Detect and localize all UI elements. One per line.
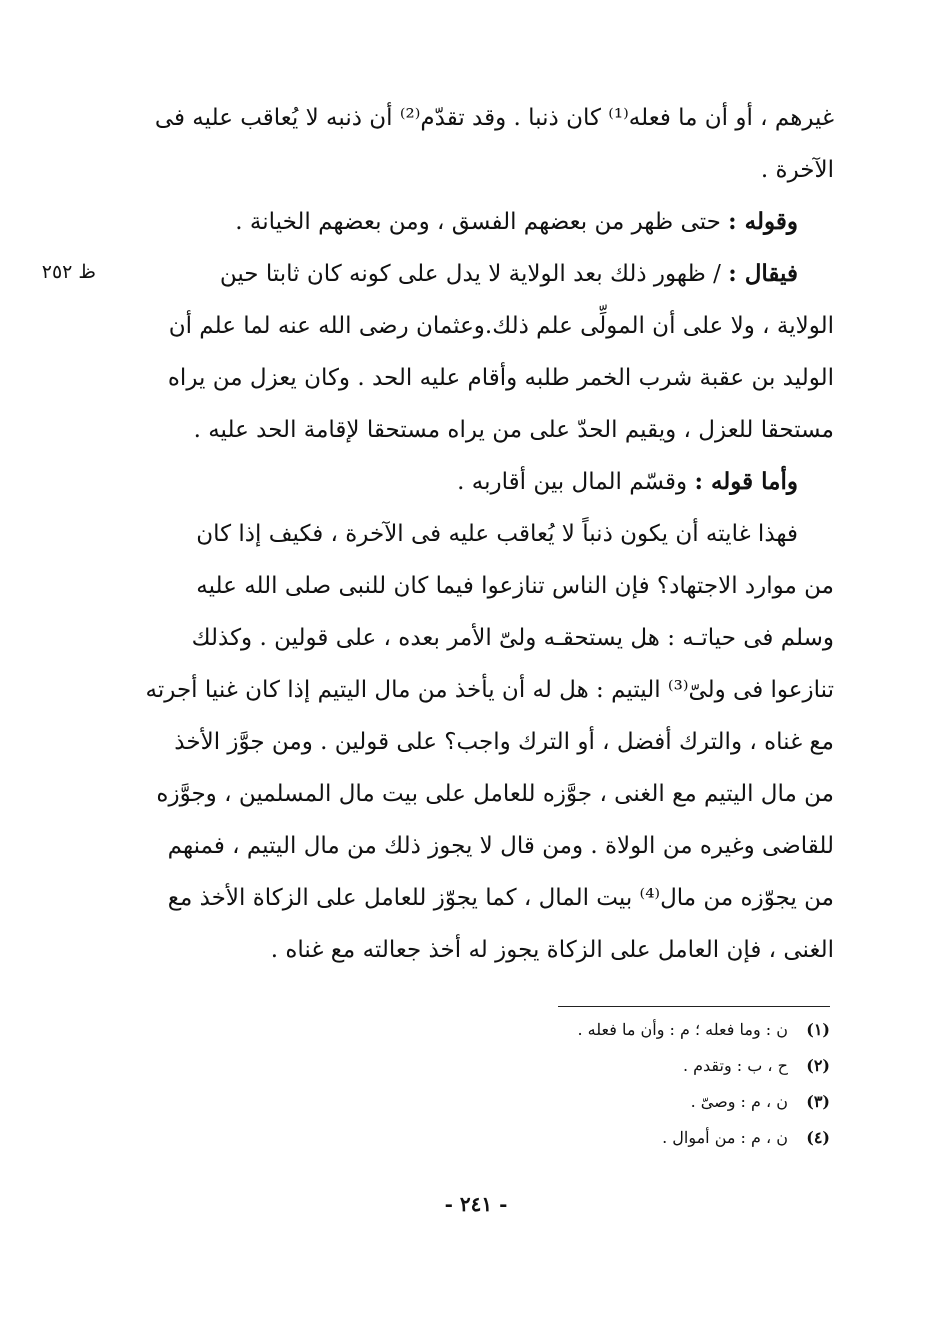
footnote-number: (٤)	[806, 1128, 830, 1147]
footnote-number: (٣)	[806, 1092, 830, 1111]
footnote-text: ح ، ب : وتقدم .	[682, 1056, 788, 1075]
margin-reference: ظ ٢٥٢	[41, 261, 96, 283]
text-line: من موارد الاجتهاد؟ فإن الناس تنازعوا فيما كان للنبى صلى الله عليه	[196, 573, 834, 599]
text-line: للقاضى وغيره من الولاة . ومن قال لا يجوز ذلك من مال اليتيم ، فمنهم	[167, 833, 834, 859]
text-line	[136, 196, 834, 248]
line-text: وقسّم المال بين أقاربه .	[457, 469, 695, 495]
text-line: تنازعوا فى ولىّ⁽³⁾ اليتيم : هل له أن يأخذ من مال اليتيم إذا كان غنيا أجرته	[145, 677, 834, 703]
footnote-number: (١)	[806, 1020, 830, 1039]
footnote-item	[300, 1120, 830, 1156]
text-line: مع غناه ، والترك أفضل ، أو الترك واجب؟ على قولين . ومن جوَّز الأخذ	[174, 729, 834, 755]
text-line: مستحقا للعزل ، ويقيم الحدّ على من يراه مستحقا لإقامة الحد عليه .	[193, 417, 834, 443]
text-line: من يجوّزه من مال⁽⁴⁾ بيت المال ، كما يجوّز للعامل على الزكاة الأخذ مع	[167, 885, 834, 911]
text-line: الغنى ، فإن العامل على الزكاة يجوز له أخذ جعالته مع غناه .	[270, 937, 834, 963]
keyword: فيقال :	[728, 260, 798, 287]
text-line	[136, 248, 834, 300]
text-line: وسلم فى حياتـه : هل يستحقـه ولىّ الأمر بعده ، على قولين . وكذلك	[191, 625, 834, 651]
footnote-number: (٢)	[806, 1056, 830, 1075]
text-line: الولاية ، ولا على أن المولِّى علم ذلك.وعثمان رضى الله عنه لما علم أن	[168, 313, 834, 339]
text-line	[136, 456, 834, 508]
line-text: / ظهور ذلك بعد الولاية لا يدل على كونه كان ثابتا حين	[219, 261, 729, 287]
text-line: فهذا غايته أن يكون ذنباً لا يُعاقب عليه فى الآخرة ، فكيف إذا كان	[196, 521, 798, 547]
footnote-item	[300, 1048, 830, 1084]
text-line: غيرهم ، أو أن ما فعله⁽¹⁾ كان ذنبا . وقد تقدّم⁽²⁾ أن ذنبه لا يُعاقب عليه فى	[154, 105, 834, 131]
keyword: وأما قوله :	[694, 468, 798, 495]
footnote-text: ن ، م : وصىّ .	[690, 1092, 788, 1111]
footnotes	[300, 1012, 830, 1156]
text-line: الآخرة .	[760, 157, 834, 183]
keyword: وقوله :	[728, 208, 798, 235]
footnote-text: ن : وما فعله ؛ م : وأن ما فعله .	[577, 1020, 788, 1039]
page-number: - ٢٤١ -	[444, 1192, 508, 1216]
footnote-divider	[558, 1006, 830, 1007]
text-line: الوليد بن عقبة شرب الخمر طلبه وأقام عليه الحد . وكان يعزل من يراه	[167, 365, 834, 391]
footnote-item	[300, 1012, 830, 1048]
line-text: حتى ظهر من بعضهم الفسق ، ومن بعضهم الخيانة .	[235, 209, 729, 235]
text-line: من مال اليتيم مع الغنى ، جوَّزه للعامل على بيت مال المسلمين ، وجوَّزه	[156, 781, 834, 807]
footnote-text: ن ، م : من أموال .	[662, 1128, 788, 1147]
body-text	[136, 92, 834, 976]
footnote-item	[300, 1084, 830, 1120]
